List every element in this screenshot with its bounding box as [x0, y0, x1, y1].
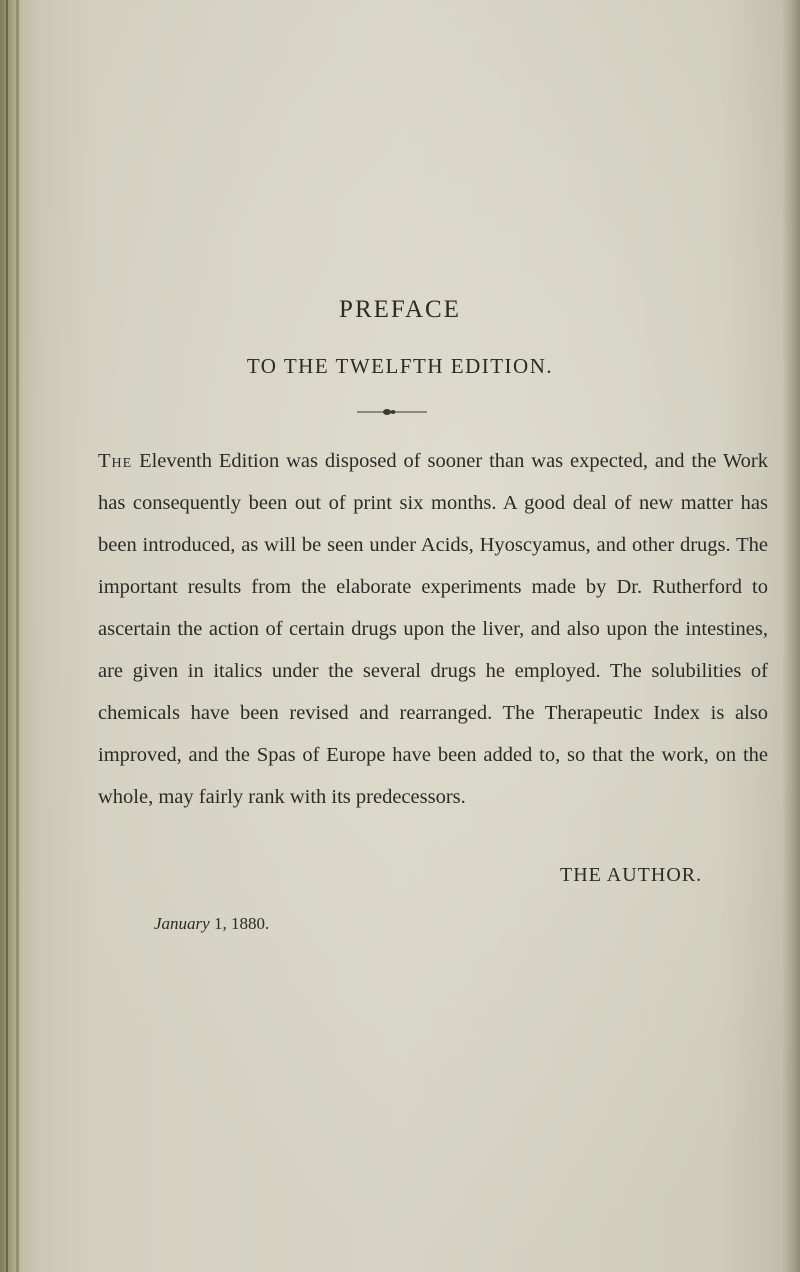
- page-edge-shadow: [782, 0, 800, 1272]
- dateline: [154, 914, 269, 934]
- author-signature: THE AUTHOR.: [560, 864, 703, 886]
- date-rest: 1, 1880.: [213, 914, 270, 933]
- book-binding-edge: [0, 0, 38, 1272]
- page-title: PREFACE: [339, 296, 461, 323]
- first-word: The: [98, 450, 133, 472]
- date-month: January: [154, 914, 210, 933]
- page-subtitle: TO THE TWELFTH EDITION.: [246, 354, 554, 378]
- preface-body: [98, 440, 768, 818]
- preface-text: Eleventh Edition was disposed of sooner than was expected, and the Work has consequently been out of print six months. A good deal of new matter has been introduced, as will be seen under Acids, Hyoscyamus, and other drugs. The important results from the elaborate experiments made by Dr. Rutherford to ascertain the action of certain drugs upon the liver, and also upon the intestines, are given in italics under the several drugs he employed. The solubilities of chemicals have been revised and rearranged. The Therapeutic Index is also improved, and the Spas of Europe have been added to, so that the work, on the whole, may fairly rank with its predecessors.: [98, 450, 769, 808]
- divider-ornament-icon: [357, 406, 427, 418]
